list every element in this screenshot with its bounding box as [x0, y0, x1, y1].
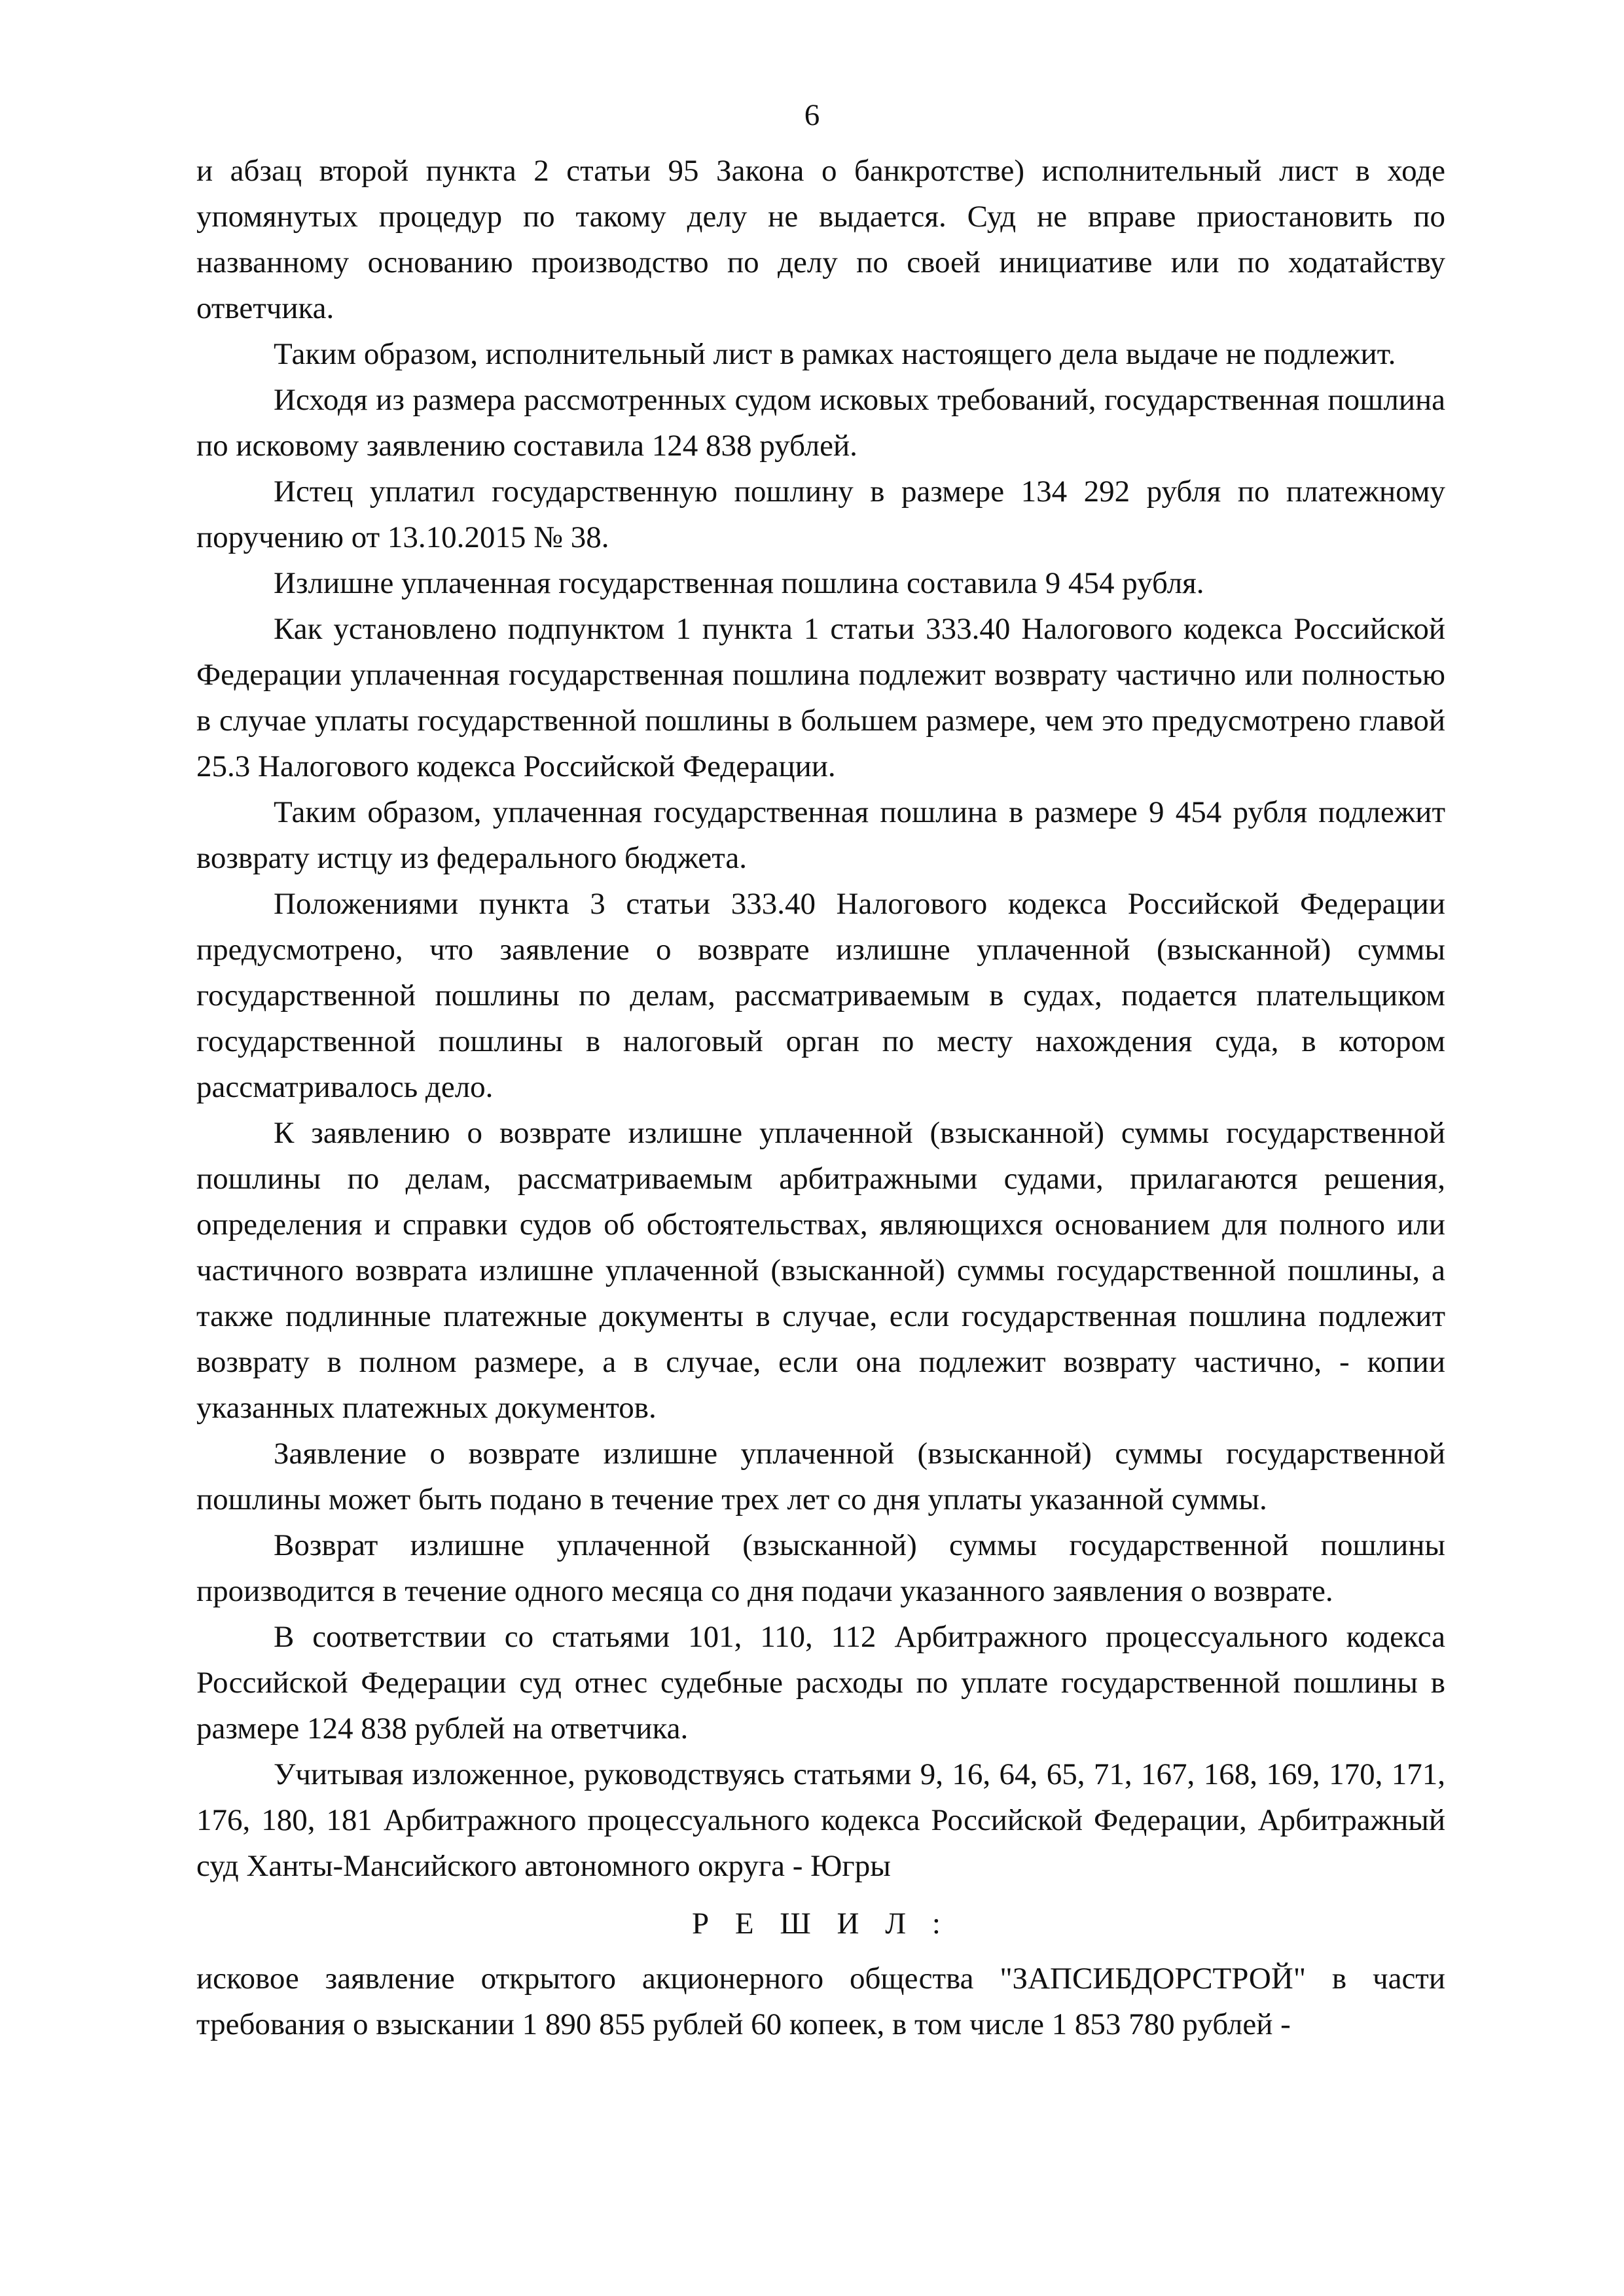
paragraph-duty-amount: Исходя из размера рассмотренных судом исковых требований, государственная пошлина по исковому заявлению составила 124 838 рублей.	[196, 383, 1445, 463]
paragraph-refund-deadline: Заявление о возврате излишне уплаченной (взысканной) суммы государственной пошлины может быть подано в течение трех лет со дня уплаты указанной суммы.	[196, 1437, 1445, 1516]
paragraph-continuation: и абзац второй пункта 2 статьи 95 Закона о банкротстве) исполнительный лист в ходе упомянутых процедур по такому делу не выдается. Суд не вправе приостановить по названному основанию производство по делу по своей инициативе или по ходатайству ответчика.	[196, 154, 1445, 325]
paragraph-refund-application: Положениями пункта 3 статьи 333.40 Налогового кодекса Российской Федерации предусмотрено, что заявление о возврате излишне уплаченной (взысканной) суммы государственной пошлины по делам, рассматриваемым в судах, подается плательщиком государственной пошлины в налоговый орган по месту нахождения суда, в котором рассматривалось дело.	[196, 887, 1445, 1104]
paragraph-refund-to-plaintiff: Таким образом, уплаченная государственная пошлина в размере 9 454 рубля подлежит возврату истцу из федерального бюджета.	[196, 795, 1445, 875]
paragraph-decision-text: исковое заявление открытого акционерного общества "ЗАПСИБДОРСТРОЙ" в части требования о взыскании 1 890 855 рублей 60 копеек, в том числе 1 853 780 рублей -	[196, 1962, 1445, 2041]
paragraph-duty-paid: Истец уплатил государственную пошлину в размере 134 292 рубля по платежному поручению от 13.10.2015 № 38.	[196, 475, 1445, 554]
paragraph-refund-term: Возврат излишне уплаченной (взысканной) суммы государственной пошлины производится в течение одного месяца со дня подачи указанного заявления о возврате.	[196, 1528, 1445, 1608]
paragraph-tax-code-refund: Как установлено подпунктом 1 пункта 1 статьи 333.40 Налогового кодекса Российской Федерации уплаченная государственная пошлина подлежит возврату частично или полностью в случае уплаты государственной пошлины в большем размере, чем это предусмотрено главой 25.3 Налогового кодекса Российской Федерации.	[196, 612, 1445, 783]
paragraph-court-costs: В соответствии со статьями 101, 110, 112 Арбитражного процессуального кодекса Российской Федерации суд отнес судебные расходы по уплате государственной пошлины в размере 124 838 рублей на ответчика.	[196, 1620, 1445, 1746]
paragraph-writ-not-issued: Таким образом, исполнительный лист в рамках настоящего дела выдаче не подлежит.	[274, 337, 1396, 371]
paragraph-overpaid-duty: Излишне уплаченная государственная пошлина составила 9 454 рубля.	[274, 566, 1204, 600]
paragraph-legal-basis: Учитывая изложенное, руководствуясь статьями 9, 16, 64, 65, 71, 167, 168, 169, 170, 171, 176, 180, 181 Арбитражного процессуального кодекса Российской Федерации, Арбитражный суд Ханты-Мансийского автономного округа - Югры	[196, 1757, 1445, 1883]
paragraph-refund-attachments: К заявлению о возврате излишне уплаченной (взысканной) суммы государственной пошлины по делам, рассматриваемым арбитражными судами, прилагаются решения, определения и справки судов об обстоятельствах, являющихся основанием для полного или частичного возврата излишне уплаченной (взысканной) суммы государственной пошлины, а также подлинные платежные документы в случае, если государственная пошлина подлежит возврату в полном размере, а в случае, если она подлежит возврату частично, - копии указанных платежных документов.	[196, 1116, 1445, 1425]
document-body	[196, 148, 1445, 2047]
page-number: 6	[804, 98, 820, 132]
decision-heading: Р Е Ш И Л :	[692, 1907, 950, 1941]
